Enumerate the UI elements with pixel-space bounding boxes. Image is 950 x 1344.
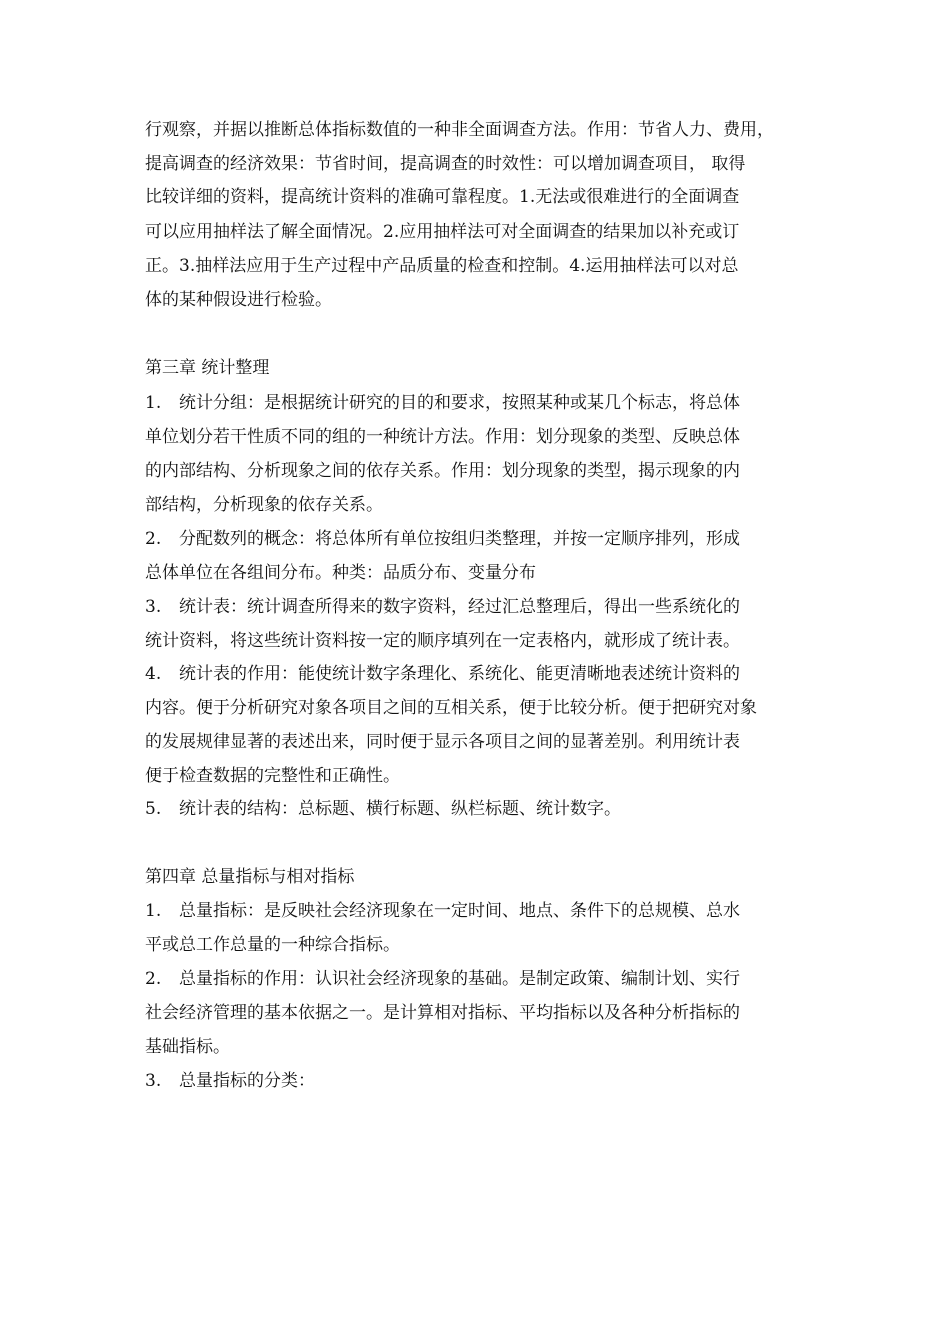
list-item: [145, 1069, 315, 1093]
item-text: 分配数列的概念：将总体所有单位按组归类整理，并按一定顺序排列，形成: [179, 529, 740, 549]
list-item: [145, 899, 740, 923]
chapter-heading: 第三章 统计整理: [145, 358, 270, 378]
item-number: 1.: [145, 393, 162, 413]
item-text: 总量指标的作用：认识社会经济现象的基础。是制定政策、编制计划、实行: [179, 969, 740, 989]
item-continuation: 内容。便于分析研究对象各项目之间的互相关系，便于比较分析。便于把研究对象: [145, 698, 757, 718]
item-continuation: 单位划分若干性质不同的组的一种统计方法。作用：划分现象的类型、反映总体: [145, 427, 740, 447]
item-number: 2.: [145, 969, 162, 989]
list-item: [145, 527, 740, 551]
item-number: 5.: [145, 799, 162, 819]
item-continuation: 总体单位在各组间分布。种类：品质分布、变量分布: [145, 563, 536, 583]
intro-line: 体的某种假设进行检验。: [145, 290, 332, 310]
intro-line: 正。3.抽样法应用于生产过程中产品质量的检查和控制。4.运用抽样法可以对总: [145, 256, 739, 276]
list-item: [145, 595, 740, 619]
item-continuation: 便于检查数据的完整性和正确性。: [145, 766, 400, 786]
item-continuation: 部结构，分析现象的依存关系。: [145, 495, 383, 515]
list-item: [145, 797, 621, 821]
intro-line: 可以应用抽样法了解全面情况。2.应用抽样法可对全面调查的结果加以补充或订: [145, 222, 740, 242]
item-number: 2.: [145, 529, 162, 549]
item-text: 统计表：统计调查所得来的数字资料，经过汇总整理后，得出一些系统化的: [179, 597, 740, 617]
item-continuation: 统计资料，将这些统计资料按一定的顺序填列在一定表格内，就形成了统计表。: [145, 631, 740, 651]
item-number: 4.: [145, 664, 162, 684]
item-text: 总量指标的分类：: [179, 1071, 315, 1091]
list-item: [145, 662, 740, 686]
item-text: 统计分组：是根据统计研究的目的和要求，按照某种或某几个标志，将总体: [179, 393, 740, 413]
item-continuation: 平或总工作总量的一种综合指标。: [145, 935, 400, 955]
list-item: [145, 967, 740, 991]
intro-line: 提高调查的经济效果：节省时间，提高调查的时效性：可以增加调查项目， 取得: [145, 154, 746, 174]
chapter-heading: 第四章 总量指标与相对指标: [145, 867, 355, 887]
item-number: 1.: [145, 901, 162, 921]
item-continuation: 基础指标。: [145, 1037, 230, 1057]
item-text: 总量指标：是反映社会经济现象在一定时间、地点、条件下的总规模、总水: [179, 901, 740, 921]
item-continuation: 社会经济管理的基本依据之一。是计算相对指标、平均指标以及各种分析指标的: [145, 1003, 740, 1023]
item-text: 统计表的结构：总标题、横行标题、纵栏标题、统计数字。: [179, 799, 621, 819]
list-item: [145, 391, 740, 415]
item-number: 3.: [145, 597, 162, 617]
intro-line: 比较详细的资料，提高统计资料的准确可靠程度。1.无法或很难进行的全面调查: [145, 187, 740, 207]
item-continuation: 的内部结构、分析现象之间的依存关系。作用：划分现象的类型，揭示现象的内: [145, 461, 740, 481]
item-text: 统计表的作用：能使统计数字条理化、系统化、能更清晰地表述统计资料的: [179, 664, 740, 684]
item-number: 3.: [145, 1071, 162, 1091]
item-continuation: 的发展规律显著的表述出来，同时便于显示各项目之间的显著差别。利用统计表: [145, 732, 740, 752]
intro-line: 行观察，并据以推断总体指标数值的一种非全面调查方法。作用：节省人力、费用，: [145, 120, 774, 140]
